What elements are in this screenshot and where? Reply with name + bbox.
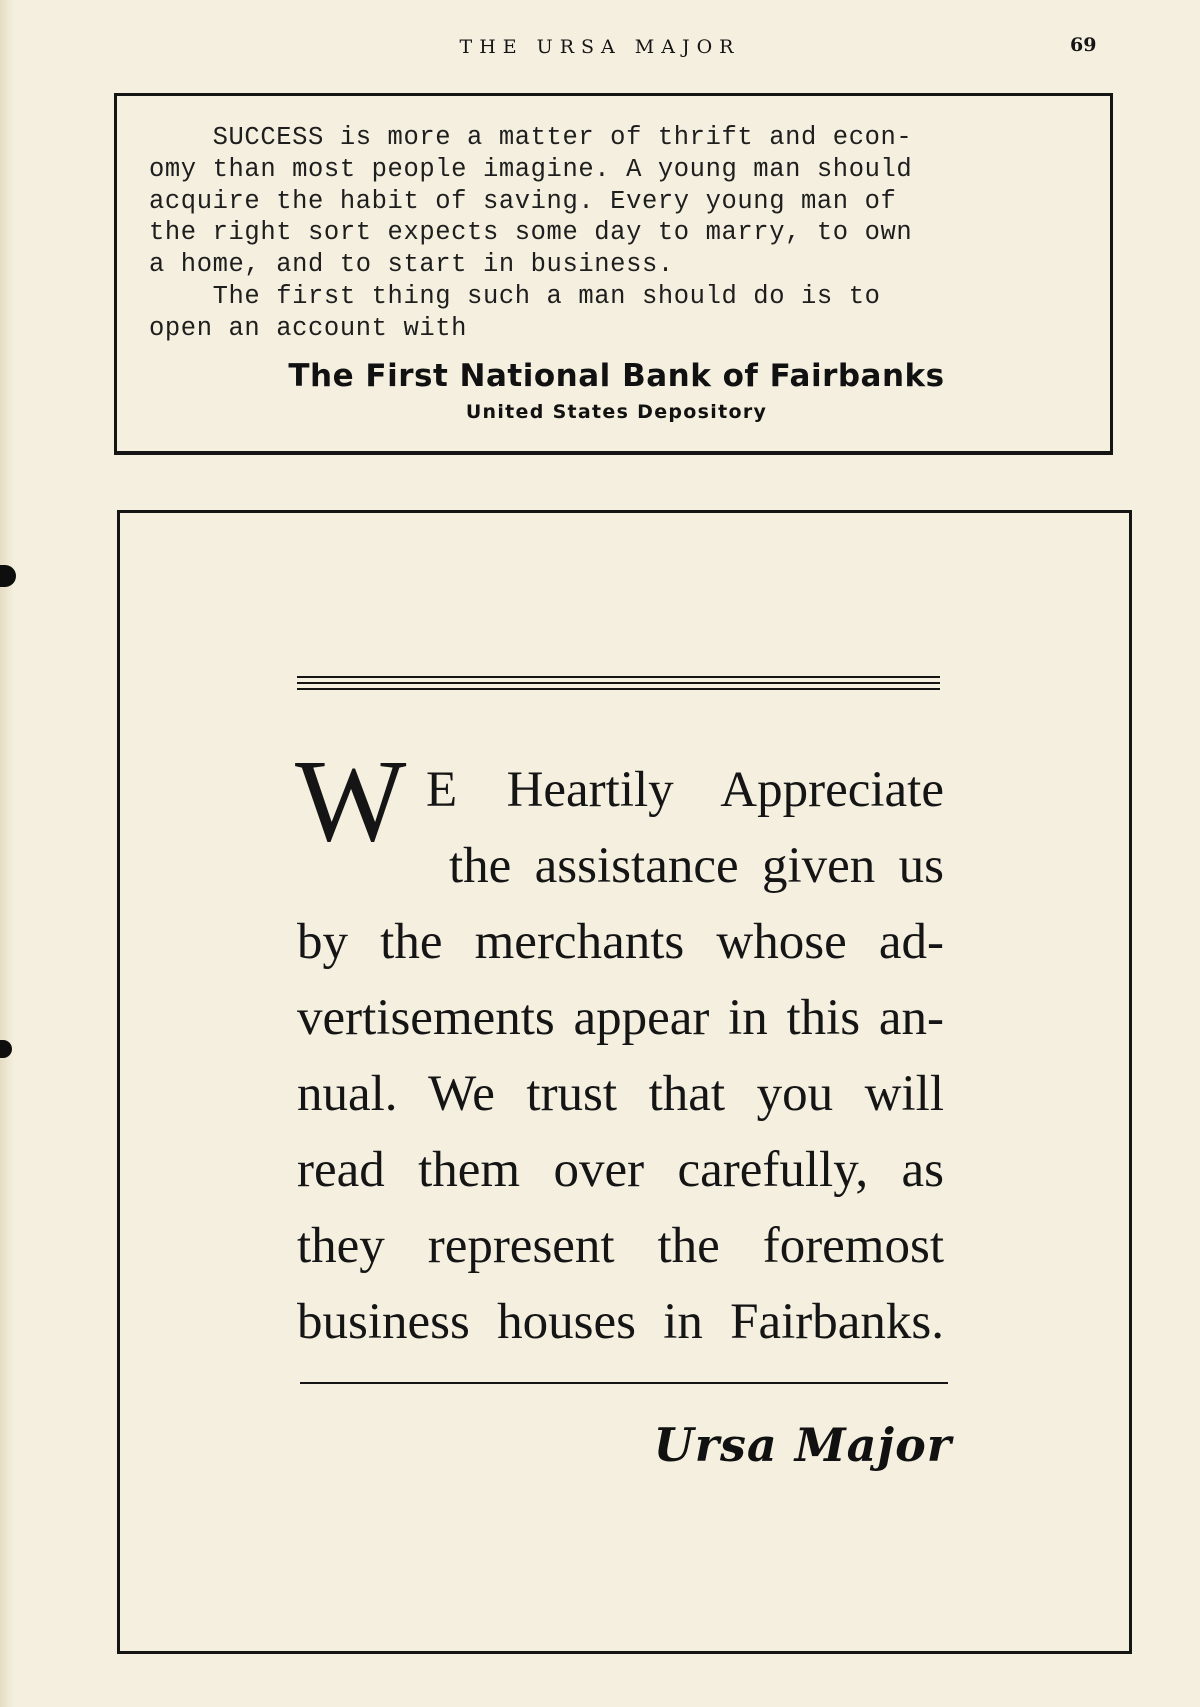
- bank-name: The First National Bank of Fairbanks: [288, 358, 945, 394]
- ad-line: SUCCESS is more a matter of thrift and econ-: [149, 123, 913, 152]
- announcement-line: the assistance given us: [449, 838, 944, 894]
- ad-line: The first thing such a man should do is to: [149, 281, 881, 311]
- announcement-line: by the merchants whose ad-: [297, 914, 944, 970]
- drop-cap: W: [295, 735, 407, 866]
- bank-subtitle: United States Depository: [465, 401, 768, 423]
- announcement-line: they represent the foremost: [297, 1218, 944, 1274]
- ad-line: open an account with: [149, 313, 468, 343]
- announcement-line: vertisements appear in this an-: [297, 990, 944, 1046]
- divider-rule: [300, 1382, 948, 1384]
- signature: Ursa Major: [653, 1418, 952, 1472]
- announcement-line: read them over carefully, as: [297, 1142, 944, 1198]
- ad-line: the right sort expects some day to marry, to own: [149, 218, 913, 248]
- decorative-triple-rule: [297, 676, 940, 691]
- ad-line: omy than most people imagine. A young man should: [149, 154, 913, 184]
- announcement-line: nual. We trust that you will: [297, 1066, 944, 1122]
- ad-body-text: [149, 122, 1109, 345]
- announcement-line: business houses in Fairbanks.: [297, 1294, 944, 1350]
- announcement-line: E Heartily Appreciate: [426, 762, 944, 818]
- ad-line: acquire the habit of saving. Every young man of: [149, 186, 897, 216]
- page-edge: [0, 0, 14, 1707]
- running-title: THE URSA MAJOR: [459, 36, 741, 58]
- bank-advertisement: [114, 93, 1113, 455]
- page-number: 69: [1070, 34, 1097, 56]
- ad-line: a home, and to start in business.: [149, 250, 674, 280]
